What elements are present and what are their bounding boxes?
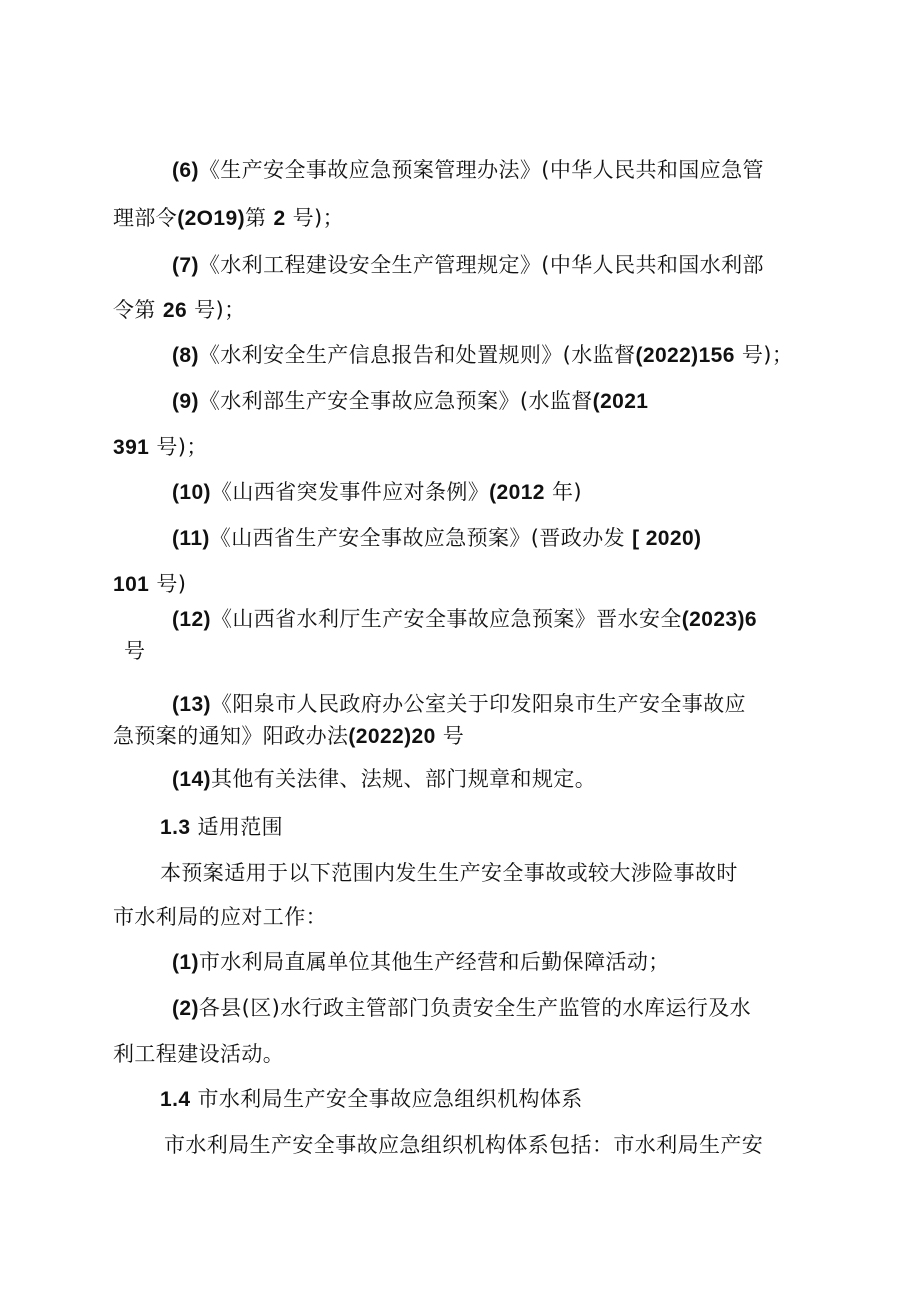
inline-number: (2023)6 [681, 608, 757, 631]
item-number: (8) [172, 344, 199, 367]
line-text: 急预案的通知》阳政办法 [113, 724, 349, 748]
text-line [113, 569, 186, 600]
section-title: 适用范围 [190, 815, 284, 839]
section-title: 市水利局生产安全事故应急组织机构体系 [190, 1087, 583, 1111]
item-number: (1) [172, 951, 199, 974]
line-text: 《水利安全生产信息报告和处置规则》(水监督 [198, 343, 636, 367]
text-line [160, 858, 738, 888]
text-line [172, 993, 751, 1024]
inline-number: (2022)20 [348, 725, 436, 748]
line-text: 《生产安全事故应急预案管理办法》(中华人民共和国应急管 [198, 158, 764, 182]
line-text: 号)； [734, 343, 794, 367]
line-text: 《水利部生产安全事故应急预案》(水监督 [198, 389, 593, 413]
text-line [172, 689, 746, 720]
line-text: 利工程建设活动。 [113, 1042, 285, 1066]
line-text: 《山西省生产安全事故应急预案》(晋政办发 [209, 526, 633, 550]
section-heading [160, 1084, 583, 1115]
text-line [172, 155, 764, 186]
line-text: 《水利工程建设安全生产管理规定》(中华人民共和国水利部 [198, 253, 764, 277]
text-line [124, 636, 145, 666]
text-line [113, 1039, 284, 1069]
inline-number: 391 [113, 436, 150, 459]
section-number: 1.3 [160, 816, 191, 839]
line-text: 本预案适用于以下范围内发生生产安全事故或较大涉险事故时 [160, 861, 738, 885]
text-line [172, 340, 793, 371]
item-number: (12) [172, 608, 211, 631]
item-number: (14) [172, 768, 211, 791]
line-text: 《阳泉市人民政府办公室关于印发阳泉市生产安全事故应 [210, 692, 746, 716]
item-number: (13) [172, 693, 211, 716]
line-text: 号 [435, 724, 465, 748]
line-text: 年) [544, 480, 582, 504]
section-number: 1.4 [160, 1088, 191, 1111]
line-text: 理部令 [113, 206, 178, 230]
item-number: (6) [172, 159, 199, 182]
item-number: (2) [172, 997, 199, 1020]
inline-number: (2012 [489, 481, 545, 504]
line-text: 其他有关法律、法规、部门规章和规定。 [210, 767, 597, 791]
item-number: (7) [172, 254, 199, 277]
line-text: 号)； [187, 298, 246, 322]
text-line [172, 386, 648, 417]
text-line [172, 764, 596, 795]
line-text: 《山西省水利厅生产安全事故应急预案》晋水安全 [210, 607, 682, 631]
text-line [172, 947, 670, 978]
inline-number: (2022)156 [635, 344, 735, 367]
item-number: (9) [172, 390, 199, 413]
line-text: 市水利局的应对工作： [113, 905, 327, 929]
line-text: 号) [149, 572, 187, 596]
text-line [113, 902, 327, 932]
text-line [172, 250, 764, 281]
line-text: 各县(区)水行政主管部门负责安全生产监管的水库运行及水 [198, 996, 752, 1020]
text-line [172, 523, 701, 554]
item-number: (10) [172, 481, 211, 504]
inline-number: (2021 [592, 390, 649, 413]
text-line [113, 432, 208, 463]
text-line [113, 295, 246, 326]
line-text: 号 [124, 639, 146, 663]
inline-number: 2 [273, 207, 286, 230]
item-number: (11) [172, 527, 210, 550]
line-text: 第 [244, 206, 274, 230]
line-text: 市水利局直属单位其他生产经营和后勤保障活动； [198, 950, 670, 974]
line-text: 号)； [149, 435, 208, 459]
inline-number: 26 [162, 299, 188, 322]
line-text: 《山西省突发事件应对条例》 [210, 480, 490, 504]
line-text: 市水利局生产安全事故应急组织机构体系包括：市水利局生产安 [164, 1133, 764, 1157]
section-heading [160, 812, 283, 843]
line-text: 号)； [285, 206, 345, 230]
inline-number: 101 [113, 573, 150, 596]
text-line [172, 604, 757, 635]
text-line [164, 1130, 763, 1160]
text-line [113, 721, 464, 752]
inline-number: (2O19) [177, 207, 245, 230]
text-line [172, 477, 582, 508]
line-text: 令第 [113, 298, 163, 322]
inline-number: [ 2020) [632, 527, 702, 550]
text-line [113, 203, 344, 234]
